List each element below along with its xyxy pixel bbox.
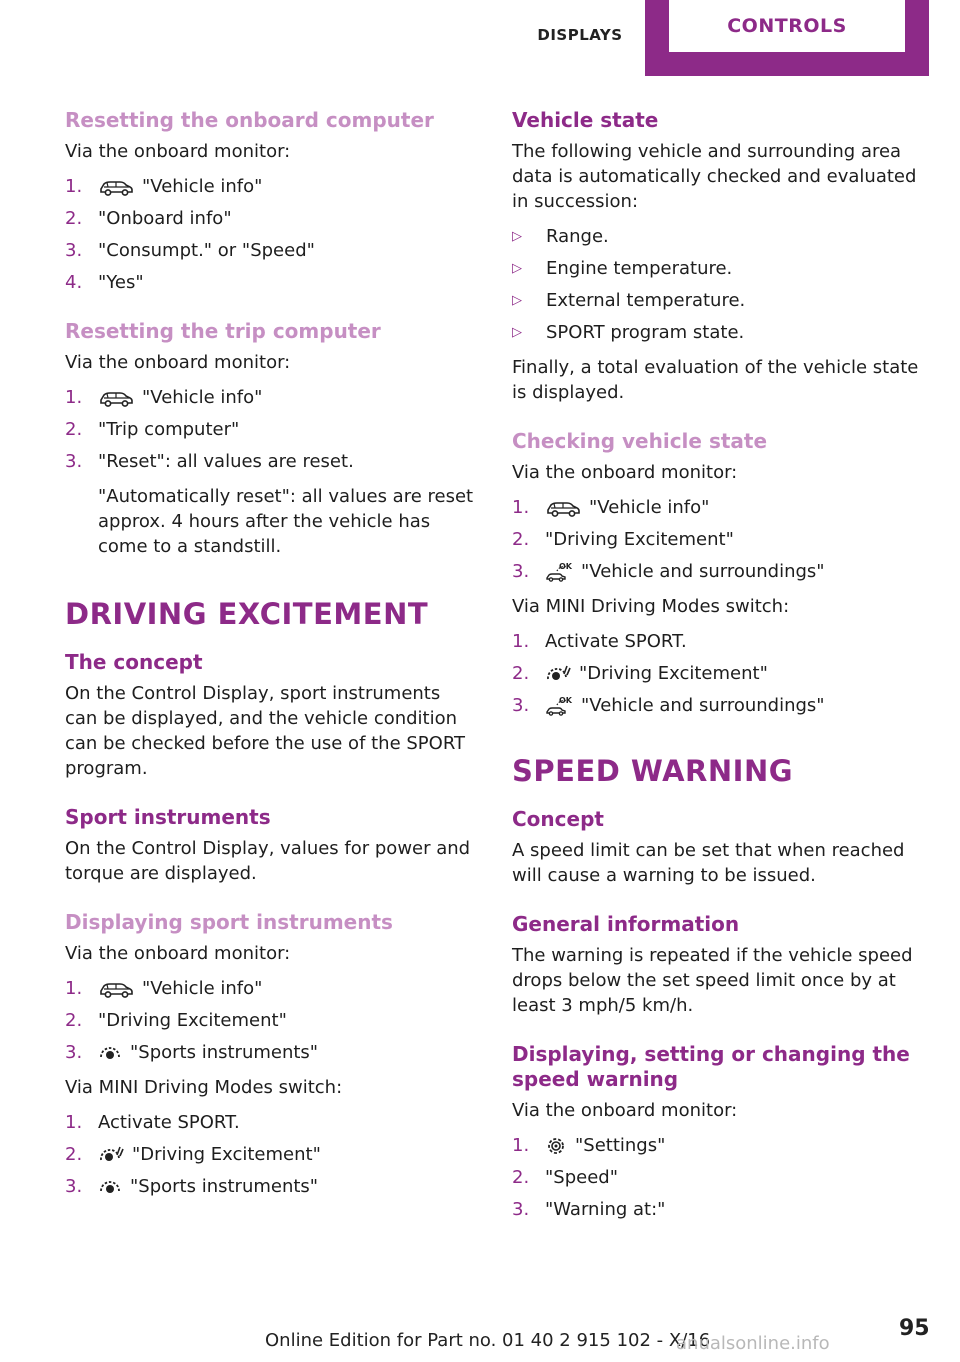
step-number: 2.	[65, 1143, 83, 1165]
heading-sport-instruments: Sport instruments	[65, 804, 271, 829]
step-number: 2.	[512, 1166, 530, 1188]
list-item	[65, 1142, 475, 1167]
gauge-icon	[98, 1043, 122, 1063]
step-number: 1.	[65, 977, 83, 999]
watermark: anualsonline.info	[676, 1333, 830, 1354]
paragraph: The following vehicle and surrounding area data is automatically checked and evaluated in succession:	[512, 141, 917, 212]
list-item	[65, 206, 475, 231]
list-item	[65, 1008, 475, 1033]
step-number: 1.	[65, 176, 83, 197]
list-item	[65, 1174, 475, 1199]
step-number: 3.	[65, 1175, 83, 1197]
page-number: 95	[899, 1316, 930, 1341]
list-item	[512, 629, 932, 654]
list-item	[512, 661, 932, 686]
heading-checking-vehicle-state: Checking vehicle state	[512, 429, 768, 453]
bullet-text: SPORT program state.	[546, 322, 745, 343]
step-text: "Reset": all values are reset.	[98, 451, 354, 472]
paragraph: Via the onboard monitor:	[65, 352, 291, 373]
list-item	[65, 976, 475, 1001]
steps-checking	[512, 495, 932, 584]
step-number: 3.	[512, 695, 530, 716]
bullet-text: Range.	[546, 226, 609, 247]
heading-general-information: General information	[512, 911, 740, 936]
vehicle-ok-icon	[545, 695, 573, 717]
list-item	[512, 1165, 932, 1190]
step-number: 2.	[512, 529, 530, 550]
list-item	[65, 270, 475, 295]
step-text: "Driving Excitement"	[579, 663, 768, 684]
step-number: 1.	[512, 631, 530, 652]
step-text: "Vehicle info"	[589, 497, 710, 518]
paragraph: Via the onboard monitor:	[512, 462, 738, 483]
steps-display-sport	[65, 976, 475, 1065]
step-text: "Vehicle info"	[142, 387, 263, 408]
left-column	[65, 108, 475, 1209]
step-text: "Sports instruments"	[130, 1041, 319, 1063]
car-icon	[98, 388, 134, 408]
footer-edition: Online Edition for Part no. 01 40 2 915 102 - X/16	[265, 1330, 711, 1351]
bullet-text: Engine temperature.	[546, 258, 733, 279]
bullets-vehicle-state	[512, 224, 932, 345]
bullet-arrow-icon: ▷	[512, 261, 522, 276]
car-icon	[98, 979, 134, 999]
step-text: "Sports instruments"	[130, 1175, 319, 1197]
driving-excitement-icon	[98, 1145, 124, 1165]
steps-reset-trip	[65, 385, 475, 474]
step-text: "Vehicle info"	[142, 977, 263, 999]
car-icon	[545, 498, 581, 518]
step-text: "Vehicle and surroundings"	[581, 561, 825, 582]
driving-excitement-icon	[545, 664, 571, 684]
list-item	[512, 1133, 932, 1158]
gauge-icon	[98, 1177, 122, 1197]
step-text: "Driving Excitement"	[98, 1009, 287, 1031]
step-number: 1.	[65, 1111, 83, 1133]
list-item	[512, 495, 932, 520]
list-item	[512, 224, 932, 249]
step-text: "Onboard info"	[98, 208, 232, 229]
step-text: "Settings"	[575, 1134, 666, 1156]
step-number: 2.	[65, 1009, 83, 1031]
step-number: 1.	[512, 497, 530, 518]
list-item	[65, 174, 475, 199]
step-number: 2.	[65, 419, 83, 440]
list-item	[65, 417, 475, 442]
step-number: 3.	[65, 240, 83, 261]
step-number: 3.	[65, 451, 83, 472]
bullet-arrow-icon: ▷	[512, 229, 522, 244]
list-item	[512, 527, 932, 552]
step-text: "Vehicle info"	[142, 176, 263, 197]
heading-concept: The concept	[65, 649, 203, 674]
step-number: 2.	[512, 663, 530, 684]
paragraph: Finally, a total evaluation of the vehicle state is displayed.	[512, 357, 919, 403]
chapter-title-driving-excitement: DRIVING EXCITEMENT	[65, 597, 429, 631]
heading-reset-trip: Resetting the trip computer	[65, 319, 381, 343]
list-item	[512, 256, 932, 281]
step-text: Activate SPORT.	[98, 1111, 240, 1133]
heading-vehicle-state: Vehicle state	[512, 108, 659, 132]
step-number: 1.	[512, 1134, 530, 1156]
steps-speed-warning	[512, 1133, 932, 1222]
step-number: 4.	[65, 272, 83, 293]
paragraph: Via MINI Driving Modes switch:	[512, 596, 790, 617]
step-text: "Warning at:"	[545, 1198, 666, 1220]
step-text: "Yes"	[98, 272, 144, 293]
step-text: "Vehicle and surroundings"	[581, 695, 825, 716]
list-item	[512, 693, 932, 718]
heading-displaying-sport: Displaying sport instruments	[65, 909, 393, 934]
paragraph: On the Control Display, values for power and torque are displayed.	[65, 837, 471, 884]
section-tab-displays: DISPLAYS	[537, 26, 623, 44]
step-number: 3.	[512, 1198, 530, 1220]
paragraph: The warning is repeated if the vehicle speed drops below the set speed limit once by at least 3 mph/5 km/h.	[512, 944, 913, 1016]
list-item	[65, 385, 475, 410]
paragraph: A speed limit can be set that when reached will cause a warning to be issued.	[512, 839, 905, 886]
paragraph: Via the onboard monitor:	[512, 1099, 738, 1121]
steps-switch-sport	[65, 1110, 475, 1199]
paragraph: Via MINI Driving Modes switch:	[65, 1076, 343, 1098]
list-item	[512, 288, 932, 313]
vehicle-ok-icon	[545, 561, 573, 583]
steps-checking-switch	[512, 629, 932, 718]
heading-reset-onboard: Resetting the onboard computer	[65, 108, 434, 132]
bullet-arrow-icon: ▷	[512, 325, 522, 340]
heading-concept: Concept	[512, 806, 604, 831]
list-item	[512, 559, 932, 584]
step-number: 1.	[65, 387, 83, 408]
settings-gear-icon	[545, 1135, 567, 1157]
list-item	[65, 1110, 475, 1135]
chapter-tab-label: CONTROLS	[669, 0, 905, 52]
step-number: 2.	[65, 208, 83, 229]
bullet-arrow-icon: ▷	[512, 293, 522, 308]
list-item	[65, 1040, 475, 1065]
chapter-title-speed-warning: SPEED WARNING	[512, 754, 794, 788]
paragraph: Via the onboard monitor:	[65, 141, 291, 162]
paragraph: Via the onboard monitor:	[65, 942, 291, 964]
step-text: "Trip computer"	[98, 419, 240, 440]
step-number: 3.	[512, 561, 530, 582]
chapter-tab-controls	[645, 0, 929, 76]
list-item	[65, 449, 475, 474]
list-item	[512, 320, 932, 345]
step-text: "Driving Excitement"	[132, 1143, 321, 1165]
heading-speed-warning-setting: Displaying, setting or changing the speed warning	[512, 1041, 910, 1091]
step-number: 3.	[65, 1041, 83, 1063]
car-icon	[98, 177, 134, 197]
step-text: Activate SPORT.	[545, 631, 687, 652]
steps-reset-onboard	[65, 174, 475, 295]
step-text: "Speed"	[545, 1166, 618, 1188]
step-text: "Driving Excitement"	[545, 529, 734, 550]
step-text: "Consumpt." or "Speed"	[98, 240, 315, 261]
paragraph: On the Control Display, sport instruments can be displayed, and the vehicle condition can be checked before the use of the SPORT program.	[65, 682, 466, 779]
list-item	[512, 1197, 932, 1222]
list-item	[65, 238, 475, 263]
step-continuation: "Automatically reset": all values are reset approx. 4 hours after the vehicle has come to a standstill.	[98, 486, 474, 557]
bullet-text: External temperature.	[546, 290, 746, 311]
right-column	[512, 108, 932, 1232]
